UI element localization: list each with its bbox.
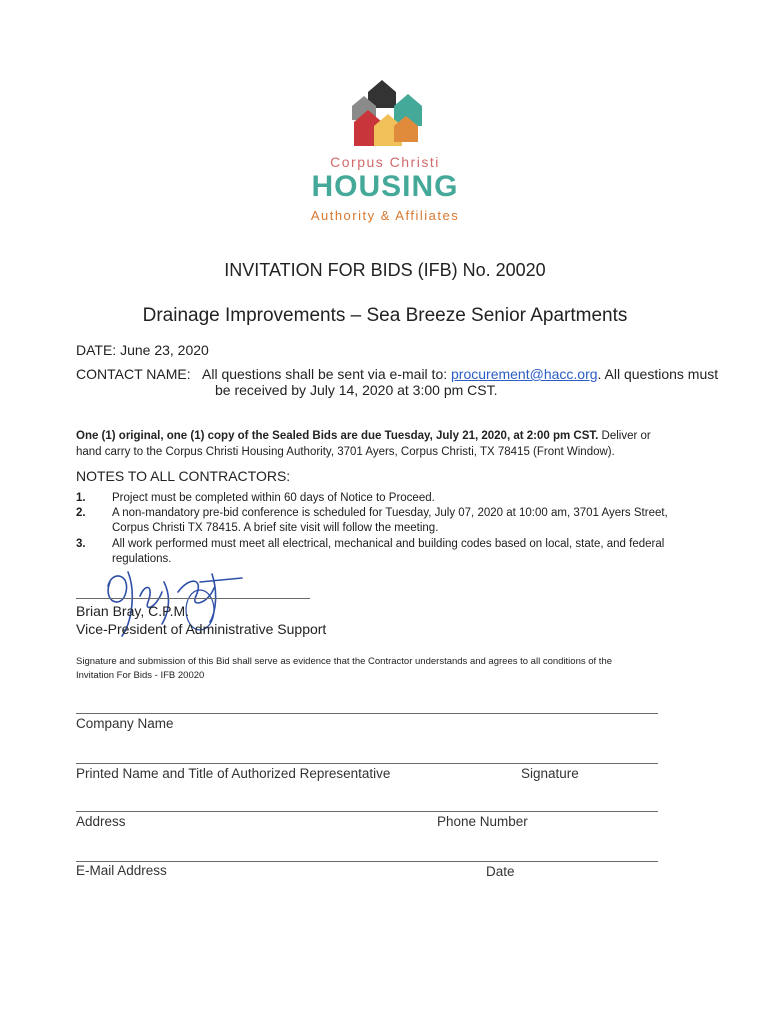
note-text: A non-mandatory pre-bid conference is scheduled for Tuesday, July 07, 2020 at 10:00 am, 3701 Ayers Street, [112, 507, 668, 519]
document-title: INVITATION FOR BIDS (IFB) No. 20020 [224, 260, 546, 280]
due-rest-text: Deliver or [598, 430, 651, 442]
company-name-line [76, 713, 658, 714]
signatory-name: Brian Bray, C.P.M. [76, 603, 190, 619]
logo-main-text: HOUSING [311, 170, 459, 203]
signature-line [76, 598, 310, 599]
due-line-2: hand carry to the Corpus Christi Housing Authority, 3701 Ayers, Corpus Christi, TX 78415 (Front Window). [76, 446, 615, 458]
procurement-email-link[interactable]: procurement@hacc.org [451, 366, 598, 382]
note-text: regulations. [112, 553, 172, 565]
contact-text-before: All questions shall be sent via e-mail to: [202, 366, 452, 382]
note-text: Corpus Christi TX 78415. A brief site visit will follow the meeting. [112, 522, 439, 534]
representative-line [76, 763, 658, 764]
contact-line-1 [202, 366, 718, 382]
contact-line-2: be received by July 14, 2020 at 3:00 pm CST. [215, 382, 498, 398]
note-text: Project must be completed within 60 days of Notice to Proceed. [112, 492, 435, 504]
note-number: 3. [76, 538, 86, 550]
logo-top-text: Corpus Christi [330, 154, 440, 170]
disclaimer-line-1: Signature and submission of this Bid shall serve as evidence that the Contractor understands and agrees to all conditions of the [76, 656, 613, 667]
logo-sub-text: Authority & Affiliates [310, 208, 460, 223]
printed-name-label: Printed Name and Title of Authorized Representative [76, 766, 391, 781]
email-line [76, 861, 658, 862]
due-bold-text: One (1) original, one (1) copy of the Sealed Bids are due Tuesday, July 21, 2020, at 2:00 pm CST. [76, 430, 599, 442]
email-label: E-Mail Address [76, 863, 167, 878]
document-subtitle: Drainage Improvements – Sea Breeze Senior Apartments [142, 305, 628, 326]
note-text: All work performed must meet all electrical, mechanical and building codes based on local, state, and federal [112, 538, 665, 550]
note-number: 2. [76, 507, 86, 519]
company-name-label: Company Name [76, 716, 174, 731]
contact-text-after: . All questions must [597, 366, 719, 382]
phone-label: Phone Number [437, 814, 528, 829]
housing-logo-icon [352, 80, 424, 150]
note-number: 1. [76, 492, 86, 504]
date-line: DATE: June 23, 2020 [76, 342, 209, 358]
contact-label: CONTACT NAME: [76, 366, 191, 382]
disclaimer-line-2: Invitation For Bids - IFB 20020 [76, 670, 205, 681]
address-line [76, 811, 658, 812]
signature-label: Signature [521, 766, 579, 781]
date-label: Date [486, 864, 515, 879]
notes-heading: NOTES TO ALL CONTRACTORS: [76, 468, 291, 484]
signatory-title: Vice-President of Administrative Support [76, 621, 327, 637]
address-label: Address [76, 814, 126, 829]
due-line-1 [76, 430, 651, 442]
